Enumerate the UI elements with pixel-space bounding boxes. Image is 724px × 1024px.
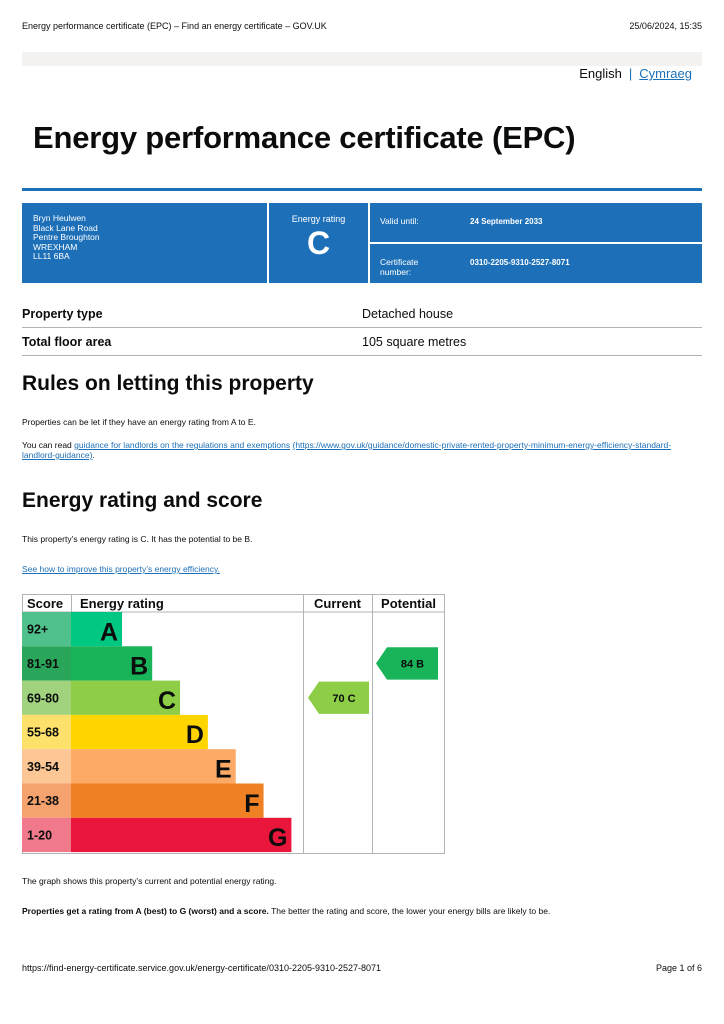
certificate-number-label: Certificate number:	[380, 257, 419, 277]
energy-heading: Energy rating and score	[22, 489, 263, 512]
rating-explanation	[22, 906, 702, 916]
box-divider	[370, 242, 702, 244]
address-line: Pentre Broughton	[33, 232, 100, 243]
title-divider	[22, 188, 702, 191]
language-link-cymraeg[interactable]: Cymraeg	[639, 66, 692, 81]
band-score-range: 39-54	[27, 759, 59, 774]
energy-paragraph: This property’s energy rating is C. It has the potential to be B.	[22, 534, 253, 544]
current-rating-label: 70 C	[332, 692, 356, 705]
band-score-range: 69-80	[27, 691, 59, 706]
band-letter: D	[185, 721, 204, 750]
address-line: LL11 6BA	[33, 251, 70, 262]
chart-header-energy-rating: Energy rating	[80, 596, 164, 611]
address-line: WREXHAM	[33, 241, 78, 252]
certificate-summary-box	[22, 203, 702, 283]
guidance-link[interactable]: guidance for landlords on the regulations and exemptions	[74, 440, 291, 450]
chart-header-current: Current	[314, 596, 361, 611]
band-score-range: 1-20	[27, 828, 53, 843]
potential-rating-label: 84 B	[400, 658, 425, 671]
improve-efficiency-link[interactable]: See how to improve this property’s energy efficiency.	[22, 564, 220, 574]
guidance-suffix: .	[92, 450, 95, 460]
band-letter: G	[267, 824, 288, 853]
print-header-datetime: 25/06/2024, 15:35	[629, 21, 702, 31]
band-score-range: 92+	[27, 622, 49, 637]
rating-explanation-bold: Properties get a rating from A (best) to G (worst) and a score.	[22, 906, 269, 916]
rules-heading: Rules on letting this property	[22, 372, 314, 395]
address-line: Black Lane Road	[33, 222, 98, 233]
language-current: English	[579, 66, 622, 81]
summary-row-property-type	[22, 300, 702, 328]
valid-until-value: 24 September 2033	[470, 217, 543, 226]
energy-rating-chart	[22, 594, 445, 854]
band-score-range: 81-91	[27, 656, 59, 671]
band-bar	[71, 818, 291, 852]
band-letter: F	[244, 789, 260, 818]
band-score-range: 21-38	[27, 794, 59, 809]
band-letter: C	[157, 686, 177, 715]
chart-header-potential: Potential	[381, 596, 436, 611]
language-separator: |	[628, 66, 633, 81]
property-address	[33, 214, 100, 262]
rules-guidance-paragraph	[22, 440, 702, 460]
print-footer-page: Page 1 of 6	[655, 963, 702, 973]
valid-until-label: Valid until:	[380, 216, 419, 226]
chart-caption: The graph shows this property’s current and potential energy rating.	[22, 876, 277, 886]
print-header-title: Energy performance certificate (EPC) – Find an energy certificate – GOV.UK	[22, 21, 327, 31]
guidance-prefix: You can read	[22, 440, 75, 450]
energy-rating-label: Energy rating	[291, 214, 346, 224]
summary-label: Total floor area	[22, 335, 112, 349]
energy-rating-letter: C	[306, 225, 331, 261]
header-bar	[22, 52, 702, 66]
rating-explanation-rest: The better the rating and score, the lower your energy bills are likely to be.	[268, 906, 551, 916]
certificate-number-value: 0310-2205-9310-2527-8071	[470, 258, 570, 267]
language-switcher	[579, 66, 692, 81]
address-line: Bryn Heulwen	[33, 213, 86, 223]
band-bar	[71, 784, 264, 818]
band-bar	[71, 749, 236, 783]
page-title: Energy performance certificate (EPC)	[33, 120, 576, 155]
band-letter: B	[130, 652, 149, 681]
print-footer-url: https://find-energy-certificate.service.gov.uk/energy-certificate/0310-2205-9310-2527-8071	[22, 963, 382, 973]
band-letter: A	[99, 618, 119, 647]
band-score-range: 55-68	[27, 725, 59, 740]
summary-value: Detached house	[362, 307, 454, 321]
chart-header-score: Score	[27, 596, 64, 611]
guidance-url[interactable]: (https://www.gov.uk/guidance/domestic-private-rented-property-minimum-energy-efficiency-standard-landlord-guidance)	[22, 440, 672, 460]
rules-paragraph: Properties can be let if they have an energy rating from A to E.	[22, 417, 256, 427]
band-letter: E	[215, 755, 232, 784]
summary-row-floor-area	[22, 328, 702, 356]
summary-label: Property type	[22, 307, 103, 321]
summary-value: 105 square metres	[362, 335, 467, 349]
